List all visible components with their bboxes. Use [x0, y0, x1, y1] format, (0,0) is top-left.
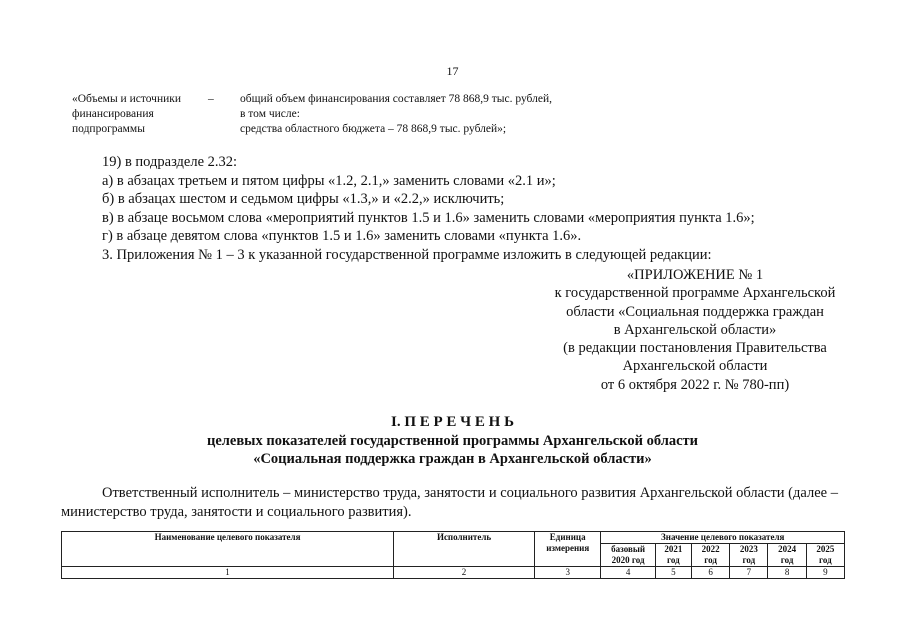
header-indicator-name: Наименование целевого показателя — [62, 532, 394, 567]
column-number: 1 — [62, 567, 394, 579]
header-year — [768, 544, 806, 567]
amendment-line: в) в абзаце восьмом слова «мероприятий пунктов 1.5 и 1.6» заменить словами «мероприятия пункта 1.6»; — [102, 209, 755, 226]
program-value-line: средства областного бюджета – 78 868,9 тыс. рублей»; — [240, 123, 507, 135]
program-block-value — [240, 92, 552, 137]
year-line: 2025 — [816, 544, 835, 554]
column-number: 2 — [394, 567, 535, 579]
amendment-line: б) в абзацах шестом и седьмом цифры «1.3,» и «2.2,» исключить; — [102, 191, 505, 207]
appendix-line: (в редакции постановления Правительства — [563, 340, 827, 357]
table-row — [62, 567, 845, 579]
targets-table — [61, 531, 845, 579]
column-number: 7 — [730, 567, 768, 579]
appendix-caption — [535, 266, 855, 394]
header-unit-line: Единица — [549, 532, 586, 542]
year-line: год — [704, 555, 717, 565]
year-line: год — [742, 555, 756, 565]
appendix-line: области «Социальная поддержка граждан — [566, 303, 824, 320]
program-value-line: общий объем финансирования составляет 78 868,9 тыс. рублей, — [240, 93, 552, 105]
header-unit-line: измерения — [546, 543, 590, 553]
program-block-dash: – — [208, 93, 214, 105]
responsible-executor-paragraph — [61, 484, 851, 521]
year-line: базовый — [611, 544, 646, 554]
year-line: год — [667, 555, 680, 565]
header-year — [730, 544, 768, 567]
amendment-line: 19) в подразделе 2.32: — [102, 154, 238, 170]
year-line: 2021 — [664, 544, 683, 554]
year-line: год — [780, 555, 794, 565]
page-number: 17 — [446, 64, 459, 78]
header-unit — [535, 532, 601, 567]
amendment-line: 3. Приложения № 1 – 3 к указанной государственной программе изложить в следующей редакции: — [102, 246, 712, 263]
year-line: 2023 — [739, 544, 758, 554]
header-year — [806, 544, 844, 567]
column-number: 8 — [768, 567, 806, 579]
column-number: 9 — [806, 567, 844, 579]
program-block-label — [72, 92, 181, 137]
program-value-line: в том числе: — [240, 108, 300, 120]
header-year — [601, 544, 655, 567]
column-number: 4 — [601, 567, 655, 579]
header-year — [655, 544, 691, 567]
appendix-line: от 6 октября 2022 г. № 780-пп) — [600, 376, 790, 393]
heading-program-name: «Социальная поддержка граждан в Архангельской области» — [253, 451, 652, 467]
year-line: 2022 — [701, 544, 720, 554]
appendix-line: в Архангельской области» — [613, 321, 777, 338]
paragraph-line: Ответственный исполнитель – министерство труда, занятости и социального развития Архангельской области (далее – — [102, 485, 838, 501]
appendix-line: к государственной программе Архангельской — [554, 285, 836, 302]
year-line: 2024 — [778, 544, 797, 554]
heading-title: I. П Е Р Е Ч Е Н Ь — [390, 414, 515, 430]
amendment-line: а) в абзацах третьем и пятом цифры «1.2, 2.1,» заменить словами «2.1 и»; — [102, 172, 556, 189]
header-value-group: Значение целевого показателя — [601, 532, 845, 544]
heading-subtitle: целевых показателей государственной программы Архангельской области — [206, 432, 699, 449]
header-executor: Исполнитель — [394, 532, 535, 567]
amendment-line: г) в абзаце девятом слова «пунктов 1.5 и 1.6» заменить словами «пункта 1.6». — [102, 228, 582, 244]
list-heading — [0, 413, 905, 469]
amendment-list — [61, 153, 755, 264]
column-number: 6 — [691, 567, 729, 579]
year-line: год — [819, 555, 832, 565]
column-number: 3 — [535, 567, 601, 579]
header-year — [691, 544, 729, 567]
appendix-line: Архангельской области — [622, 358, 768, 375]
program-label-line: подпрограммы — [72, 123, 145, 135]
program-label-line: «Объемы и источники — [72, 93, 181, 105]
year-line: 2020 год — [611, 555, 645, 565]
program-label-line: финансирования — [72, 108, 154, 120]
column-number: 5 — [655, 567, 691, 579]
paragraph-line: министерство труда, занятости и социального развития). — [61, 503, 412, 520]
appendix-line: «ПРИЛОЖЕНИЕ № 1 — [626, 267, 764, 283]
